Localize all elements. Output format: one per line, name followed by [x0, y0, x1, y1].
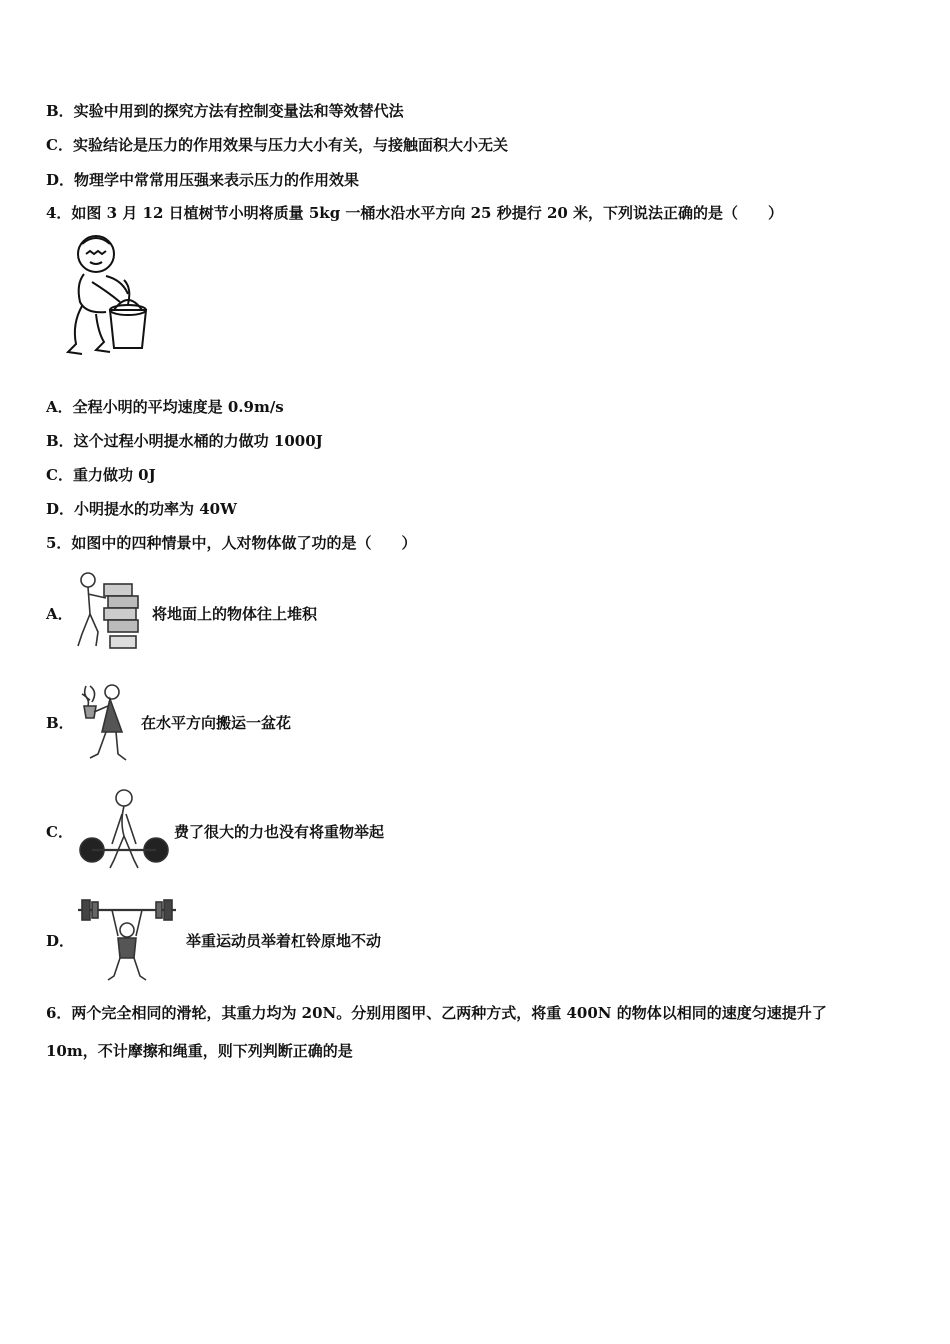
- holding-barbell-overhead-figure: [72, 896, 182, 986]
- lifting-barbell-fail-figure: [76, 786, 172, 874]
- stacking-boxes-figure: [74, 570, 146, 654]
- q3-option-d: D．物理学中常常用压强来表示压力的作用效果: [46, 171, 360, 189]
- q6-stem-line1: 6．两个完全相同的滑轮，其重力均为 20N。分别用图甲、乙两种方式，将重 400N 的物体以相同的速度匀速提升了: [46, 1004, 827, 1022]
- q3-option-c: C．实验结论是压力的作用效果与压力大小有关，与接触面积大小无关: [46, 136, 508, 154]
- q5-stem: 5．如图中的四种情景中，人对物体做了功的是（ ）: [46, 534, 417, 552]
- q5-option-a-text: 将地面上的物体往上堆积: [152, 605, 318, 623]
- q6-stem-line2: 10m，不计摩擦和绳重，则下列判断正确的是: [46, 1042, 353, 1060]
- q4-option-a: A．全程小明的平均速度是 0.9m/s: [46, 398, 284, 416]
- q5-option-c-text: 费了很大的力也没有将重物举起: [174, 823, 385, 841]
- q4-option-d: D．小明提水的功率为 40W: [46, 500, 237, 518]
- q5-option-b-letter: B．: [46, 714, 74, 732]
- q5-option-c-letter: C．: [46, 823, 73, 841]
- boy-carrying-bucket-figure: [62, 232, 154, 362]
- carrying-flowerpot-figure: [76, 682, 134, 766]
- q4-stem: 4．如图 3 月 12 日植树节小明将质量 5kg 一桶水沿水平方向 25 秒提行 20 米，下列说法正确的是（ ）: [46, 204, 784, 222]
- q4-option-b: B．这个过程小明提水桶的力做功 1000J: [46, 432, 323, 450]
- q5-option-d-letter: D．: [46, 932, 75, 950]
- q3-option-b: B．实验中用到的探究方法有控制变量法和等效替代法: [46, 102, 404, 120]
- q5-option-d-text: 举重运动员举着杠铃原地不动: [186, 932, 382, 950]
- q4-option-c: C．重力做功 0J: [46, 466, 156, 484]
- q5-option-a-letter: A．: [46, 605, 73, 623]
- q5-option-b-text: 在水平方向搬运一盆花: [141, 714, 292, 732]
